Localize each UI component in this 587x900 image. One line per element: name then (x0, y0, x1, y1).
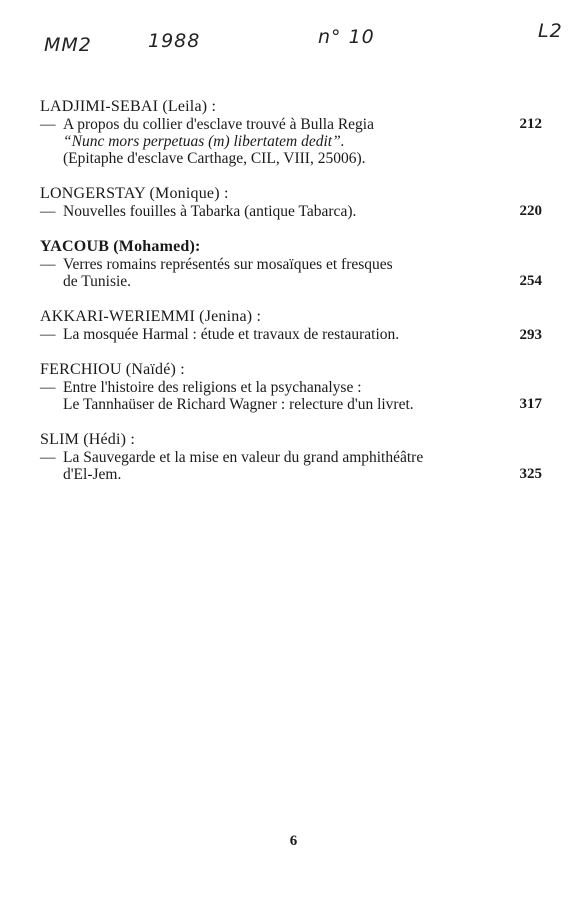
entry-article (40, 449, 546, 483)
entry-author: YACOUB (Mohamed): (40, 238, 201, 255)
entry-author: AKKARI-WERIEMMI (Jenina) : (40, 308, 262, 325)
entry-title-line: Entre l'histoire des religions et la psychanalyse : (63, 379, 362, 396)
toc-entry (40, 308, 546, 343)
table-of-contents (40, 98, 546, 501)
toc-entry (40, 98, 546, 167)
entry-page-number: 293 (519, 327, 542, 343)
entry-title-line: “Nunc mors perpetuas (m) libertatem dedit”. (63, 133, 345, 150)
entry-title-line: Verres romains représentés sur mosaïques et fresques (63, 256, 393, 273)
entry-title-line: de Tunisie. (63, 273, 132, 290)
handwritten-collection-mark: MM2 (44, 34, 92, 56)
entry-title-line: (Epitaphe d'esclave Carthage, CIL, VIII, 25006). (63, 150, 366, 167)
entry-article (40, 256, 546, 290)
entry-title-line: La Sauvegarde et la mise en valeur du grand amphithéâtre (63, 449, 424, 466)
entry-article (40, 203, 546, 220)
entry-dash: — (40, 256, 56, 273)
entry-title-line: La mosquée Harmal : étude et travaux de restauration. (63, 326, 400, 343)
entry-dash: — (40, 326, 56, 343)
entry-page-number: 325 (519, 466, 542, 482)
entry-dash: — (40, 449, 56, 466)
entry-author: SLIM (Hédi) : (40, 431, 136, 448)
entry-dash: — (40, 379, 56, 396)
entry-dash: — (40, 203, 56, 220)
handwritten-shelf-mark: L2 (538, 20, 563, 42)
toc-entry (40, 361, 546, 413)
entry-title-line: A propos du collier d'esclave trouvé à Bulla Regia (63, 116, 374, 133)
entry-author: LADJIMI-SEBAI (Leila) : (40, 98, 217, 115)
toc-entry (40, 185, 546, 220)
entry-page-number: 212 (519, 116, 542, 132)
entry-title-line: d'El-Jem. (63, 466, 122, 483)
entry-article (40, 116, 546, 167)
page-number: 6 (289, 833, 298, 849)
toc-entry (40, 238, 546, 290)
handwritten-issue-number: n° 10 (318, 26, 375, 48)
toc-entry (40, 431, 546, 483)
entry-page-number: 220 (519, 203, 542, 219)
entry-dash: — (40, 116, 56, 133)
entry-article (40, 379, 546, 413)
entry-author: LONGERSTAY (Monique) : (40, 185, 229, 202)
entry-page-number: 317 (519, 396, 542, 412)
entry-author: FERCHIOU (Naïdé) : (40, 361, 185, 378)
entry-title-line: Nouvelles fouilles à Tabarka (antique Tabarca). (63, 203, 357, 220)
entry-title-line: Le Tannhaüser de Richard Wagner : relecture d'un livret. (63, 396, 414, 413)
entry-article (40, 326, 546, 343)
entry-page-number: 254 (519, 273, 542, 289)
handwritten-year: 1988 (148, 30, 201, 52)
